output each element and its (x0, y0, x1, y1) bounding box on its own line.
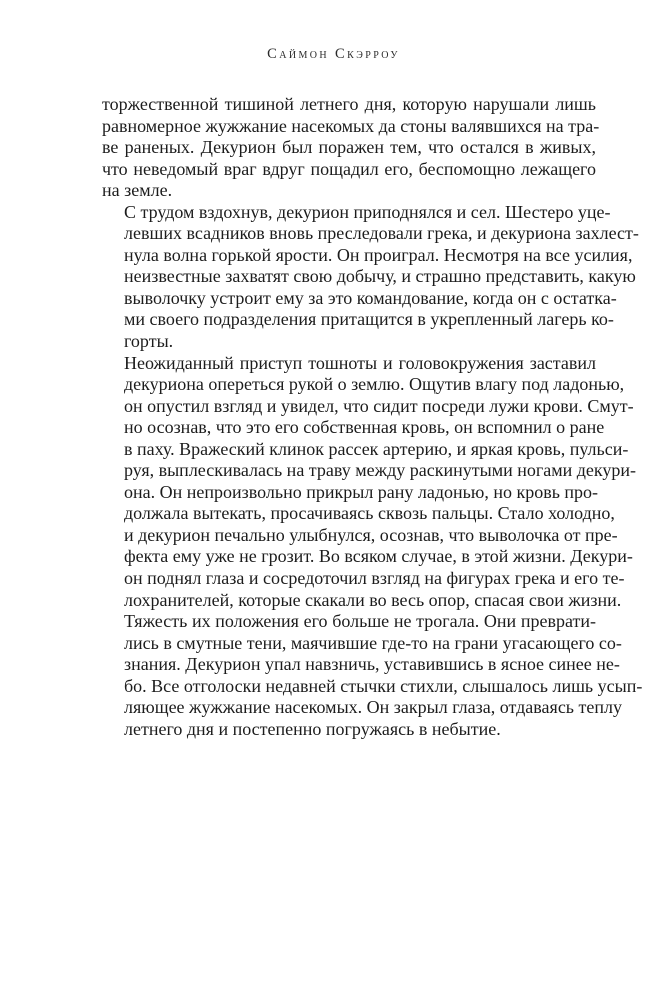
text-line: фекта ему уже не грозит. Во всяком случае, в этой жизни. Декури- (124, 546, 633, 567)
text-line: Тяжесть их положения его больше не трогала. Они преврати- (124, 611, 596, 632)
text-line: лохранителей, которые скакали во весь опор, спасая свои жизни. (124, 589, 622, 610)
text-line: нула волна горькой ярости. Он проиграл. Несмотря на все усилия, (124, 244, 633, 265)
text-line: равномерное жужжание насекомых да стоны валявшихся на тра- (102, 115, 600, 136)
text-line: что неведомый враг вдруг пощадил его, беспомощно лежащего (102, 158, 596, 179)
text-line: и декурион печально улыбнулся, осознав, что выволочка от пре- (124, 524, 618, 545)
text-line: выволочку устроит ему за это командование, когда он с остатка- (124, 287, 617, 308)
text-line: руя, выплескивалась на траву между раскинутыми ногами декури- (124, 460, 637, 481)
paragraph (102, 352, 637, 612)
text-line: Неожиданный приступ тошноты и головокружения заставил (124, 352, 596, 373)
text-line: бо. Все отголоски недавней стычки стихли, слышалось лишь усып- (124, 675, 643, 696)
text-line: на земле. (102, 180, 173, 201)
text-line: в паху. Вражеский клинок рассек артерию, и яркая кровь, пульси- (124, 438, 629, 459)
text-line: лись в смутные тени, маячившие где-то на грани угасающего со- (124, 632, 622, 653)
text-line: ми своего подразделения притащится в укрепленный лагерь ко- (124, 309, 614, 330)
paragraph (102, 201, 639, 353)
text-line: он опустил взгляд и увидел, что сидит посреди лужи крови. Смут- (124, 395, 634, 416)
text-line: летнего дня и постепенно погружаясь в небытие. (124, 718, 501, 739)
text-line: она. Он непроизвольно прикрыл рану ладонью, но кровь про- (124, 481, 599, 502)
text-line: горты. (124, 331, 174, 352)
body-text (102, 94, 643, 740)
text-line: должала вытекать, просачиваясь сквозь пальцы. Стало холодно, (124, 503, 615, 524)
text-line: он поднял глаза и сосредоточил взгляд на фигурах грека и его те- (124, 568, 625, 589)
text-line: торжественной тишиной летнего дня, которую нарушали лишь (102, 94, 596, 114)
text-line: неизвестные захватят свою добычу, и страшно представить, какую (124, 266, 636, 287)
text-line: ляющее жужжание насекомых. Он закрыл глаза, отдаваясь теплу (124, 697, 622, 718)
running-head: Саймон Скэрроу (267, 46, 400, 62)
paragraph (102, 94, 600, 202)
paragraph (102, 611, 643, 740)
text-line: ве раненых. Декурион был поражен тем, что остался в живых, (102, 137, 596, 158)
text-line: знания. Декурион упал навзничь, уставившись в ясное синее не- (124, 654, 620, 675)
text-line: декуриона опереться рукой о землю. Ощутив влагу под ладонью, (124, 374, 625, 395)
text-line: но осознав, что это его собственная кровь, он вспомнил о ране (124, 417, 605, 438)
text-line: левших всадников вновь преследовали грека, и декуриона захлест- (124, 223, 639, 244)
text-line: С трудом вздохнув, декурион приподнялся и сел. Шестеро уце- (124, 201, 611, 222)
